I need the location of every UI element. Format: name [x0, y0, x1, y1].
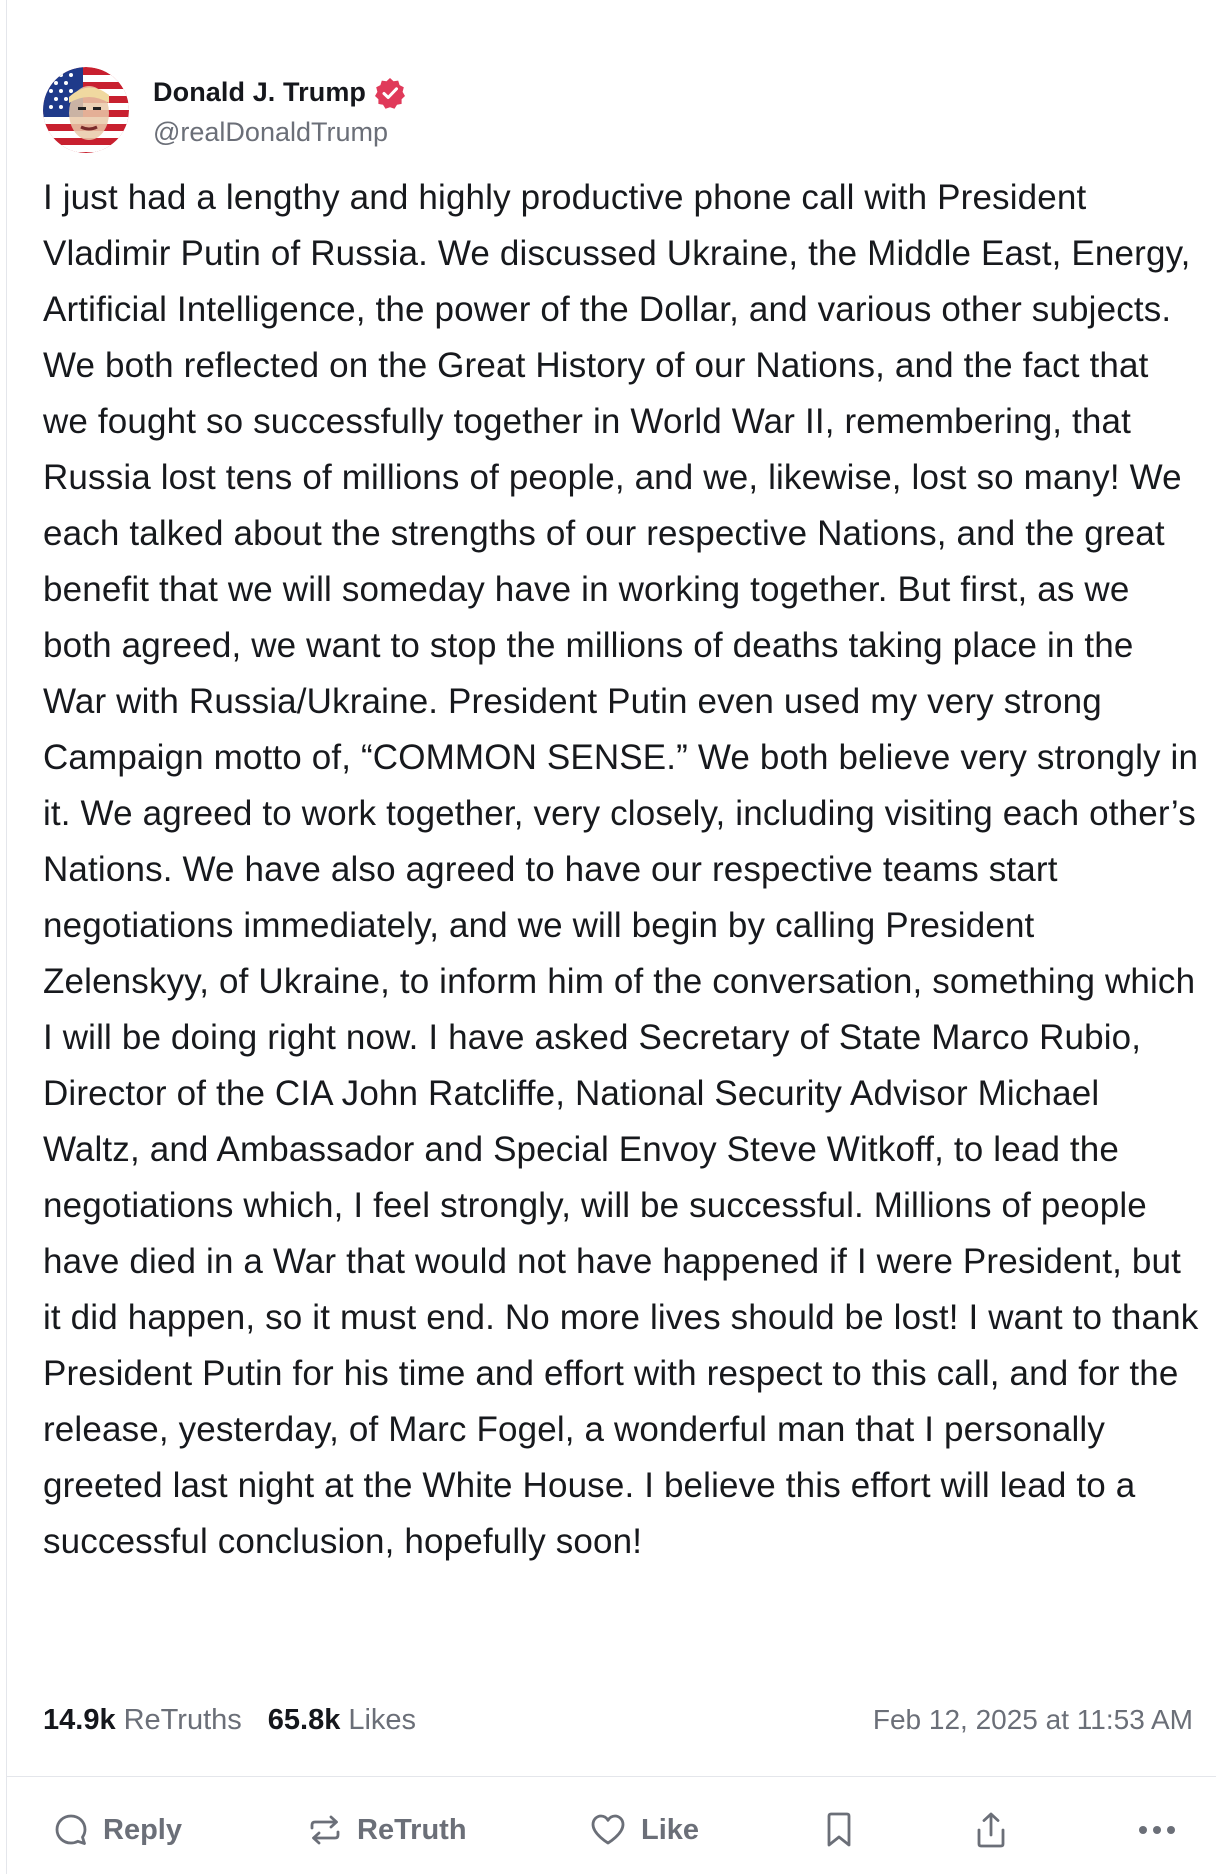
bookmark-button[interactable]	[823, 1811, 855, 1849]
more-icon	[1137, 1824, 1177, 1836]
retruths-count: 14.9k	[43, 1703, 116, 1736]
retruth-button[interactable]	[307, 1812, 467, 1848]
handle[interactable]: @realDonaldTrump	[153, 116, 388, 147]
like-label: Like	[641, 1813, 700, 1846]
verified-badge-icon	[374, 77, 406, 109]
reply-icon	[53, 1812, 89, 1848]
post-text: I just had a lengthy and highly productive phone call with President Vladimir Putin of Russia. We discussed Ukraine, the Middle East, Energy, Artificial Intelligence, the power of the Dollar, and various other subjects. We both reflected on the Great History of our Nations, and the fact that we fought so successfully together in World War II, remembering, that Russia lost tens of millions of people, and we, likewise, lost so many! We each talked about the strengths of our respective Nations, and the great benefit that we will someday have in working together. But first, as we both agreed, we want to stop the millions of deaths taking place in the War with Russia/Ukraine. President Putin even used my very strong Campaign motto of, “COMMON SENSE.” We both believe very strongly in it. We agreed to work together, very closely, including visiting each other’s Nations. We have also agreed to have our respective teams start negotiations immediately, and we will begin by calling President Zelenskyy, of Ukraine, to inform him of the conversation, something which I will be doing right now. I have asked Secretary of State Marco Rubio, Director of the CIA John Ratcliffe, National Security Advisor Michael Waltz, and Ambassador and Special Envoy Steve Witkoff, to lead the negotiations which, I feel strongly, will be successful. Millions of people have died in a War that would not have happened if I were President, but it did happen, so it must end. No more lives should be lost! I want to thank President Putin for his time and effort with respect to this call, and for the release, yesterday, of Marc Fogel, a wonderful man that I personally greeted last night at the White House. I believe this effort will lead to a successful conclusion, hopefully soon!	[43, 178, 1199, 1561]
action-bar	[47, 1800, 1197, 1860]
more-options-button[interactable]	[1137, 1824, 1177, 1836]
like-button[interactable]	[589, 1812, 699, 1848]
retruths-label: ReTruths	[123, 1703, 242, 1736]
avatar[interactable]	[43, 67, 129, 153]
retruths-stat[interactable]	[43, 1704, 242, 1737]
retruth-icon	[307, 1812, 343, 1848]
retruth-label: ReTruth	[357, 1813, 467, 1846]
likes-count: 65.8k	[267, 1703, 341, 1736]
divider	[7, 1776, 1216, 1777]
share-icon	[973, 1810, 1009, 1850]
post-card	[6, 0, 1216, 1874]
post-header	[43, 66, 406, 154]
reply-label: Reply	[103, 1813, 182, 1846]
display-name-row	[153, 73, 406, 113]
like-icon	[589, 1812, 627, 1848]
display-name[interactable]: Donald J. Trump	[153, 77, 367, 107]
share-button[interactable]	[973, 1810, 1009, 1850]
likes-label: Likes	[348, 1703, 417, 1736]
bookmark-icon	[823, 1811, 855, 1849]
avatar-portrait-flag	[43, 67, 129, 153]
reply-button[interactable]	[53, 1812, 182, 1848]
likes-stat[interactable]	[268, 1704, 416, 1737]
stats-row	[43, 1698, 1193, 1742]
author-names	[153, 73, 406, 148]
timestamp[interactable]: Feb 12, 2025 at 11:53 AM	[872, 1704, 1193, 1735]
